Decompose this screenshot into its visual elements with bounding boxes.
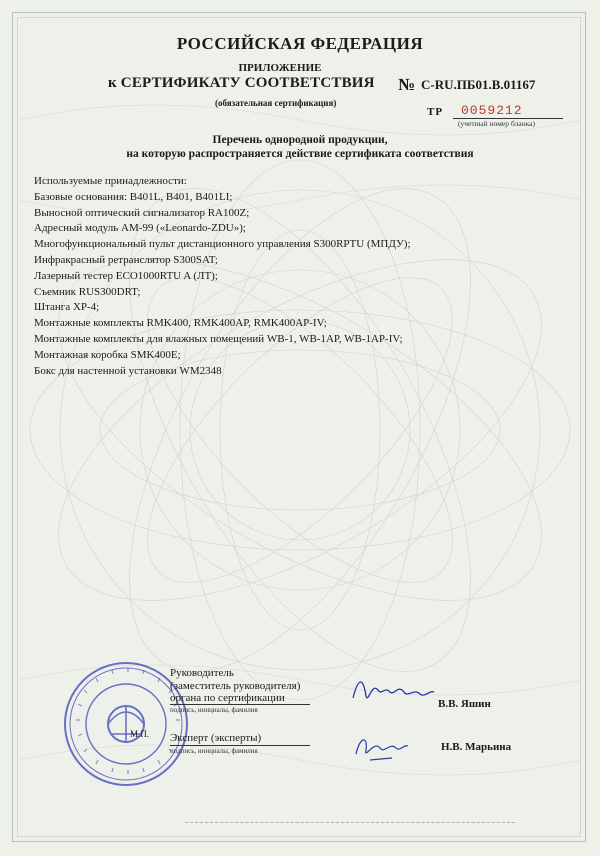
head-signature-line — [170, 704, 310, 705]
bottom-microtext-line — [185, 822, 515, 823]
product-list-item: Монтажные комплекты для влажных помещений WB-1, WB-1AP, WB-1AP-IV; — [34, 332, 403, 345]
form-serial-number: 0059212 — [461, 103, 523, 118]
expert-signature — [352, 730, 412, 764]
product-list-item: Штанга ХР-4; — [34, 301, 100, 314]
country-title: РОССИЙСКАЯ ФЕДЕРАЦИЯ — [176, 34, 424, 53]
mandatory-note: (обязательная сертификация) — [215, 98, 337, 108]
product-list-item: Инфракрасный ретранслятор S300SAT; — [34, 253, 218, 266]
product-list — [34, 174, 411, 379]
certificate-title: к СЕРТИФИКАТУ СООТВЕТСТВИЯ — [108, 75, 375, 91]
expert-signature-caption: подпись, инициалы, фамилия — [170, 747, 258, 755]
expert-signature-line — [170, 745, 310, 746]
product-list-item: Монтажная коробка SMK400E; — [34, 348, 181, 361]
product-list-item: Съемник RUS300DRT; — [34, 285, 141, 298]
head-name: В.В. Яшин — [438, 698, 491, 710]
form-prefix: ТР — [427, 106, 444, 118]
head-role-line2: (заместитель руководителя) — [170, 679, 301, 692]
certificate-number: C-RU.ПБ01.В.01167 — [421, 77, 536, 92]
stamp-mark-label: М.П. — [130, 729, 150, 739]
product-list-item: Монтажные комплекты RMK400, RMK400AP, RMK400AP-IV; — [34, 317, 327, 330]
product-list-item: Многофункциональный пульт дистанционного управления S300RPTU (МПДУ); — [34, 238, 411, 251]
expert-role: Эксперт (эксперты) — [170, 732, 262, 744]
product-list-item: Выносной оптический сигнализатор RA100Z; — [34, 206, 250, 219]
product-list-item: Бокс для настенной установки WM2348 — [34, 364, 222, 377]
list-heading-line2: на которую распространяется действие сертификата соответствия — [126, 148, 474, 160]
form-serial-note: (учетный номер бланка) — [458, 119, 535, 128]
head-role-line1: Руководитель — [170, 667, 234, 679]
head-signature — [348, 668, 438, 708]
product-list-item: Адресный модуль АМ-99 («Leonardo-ZDU»); — [34, 222, 246, 235]
appendix-label: ПРИЛОЖЕНИЕ — [238, 62, 322, 74]
head-role-line3: органа по сертификации — [170, 692, 285, 704]
number-sign: № — [398, 75, 416, 94]
product-list-item: Используемые принадлежности: — [34, 175, 187, 187]
list-heading-line1: Перечень однородной продукции, — [212, 134, 388, 146]
product-list-item: Базовые основания: В401L, В401, В401LI; — [34, 190, 233, 203]
head-role — [170, 667, 300, 705]
expert-name: Н.В. Марьина — [441, 741, 512, 753]
product-list-item: Лазерный тестер ECO1000RTU A (ЛТ); — [34, 269, 218, 282]
head-signature-caption: подпись, инициалы, фамилия — [170, 706, 258, 714]
